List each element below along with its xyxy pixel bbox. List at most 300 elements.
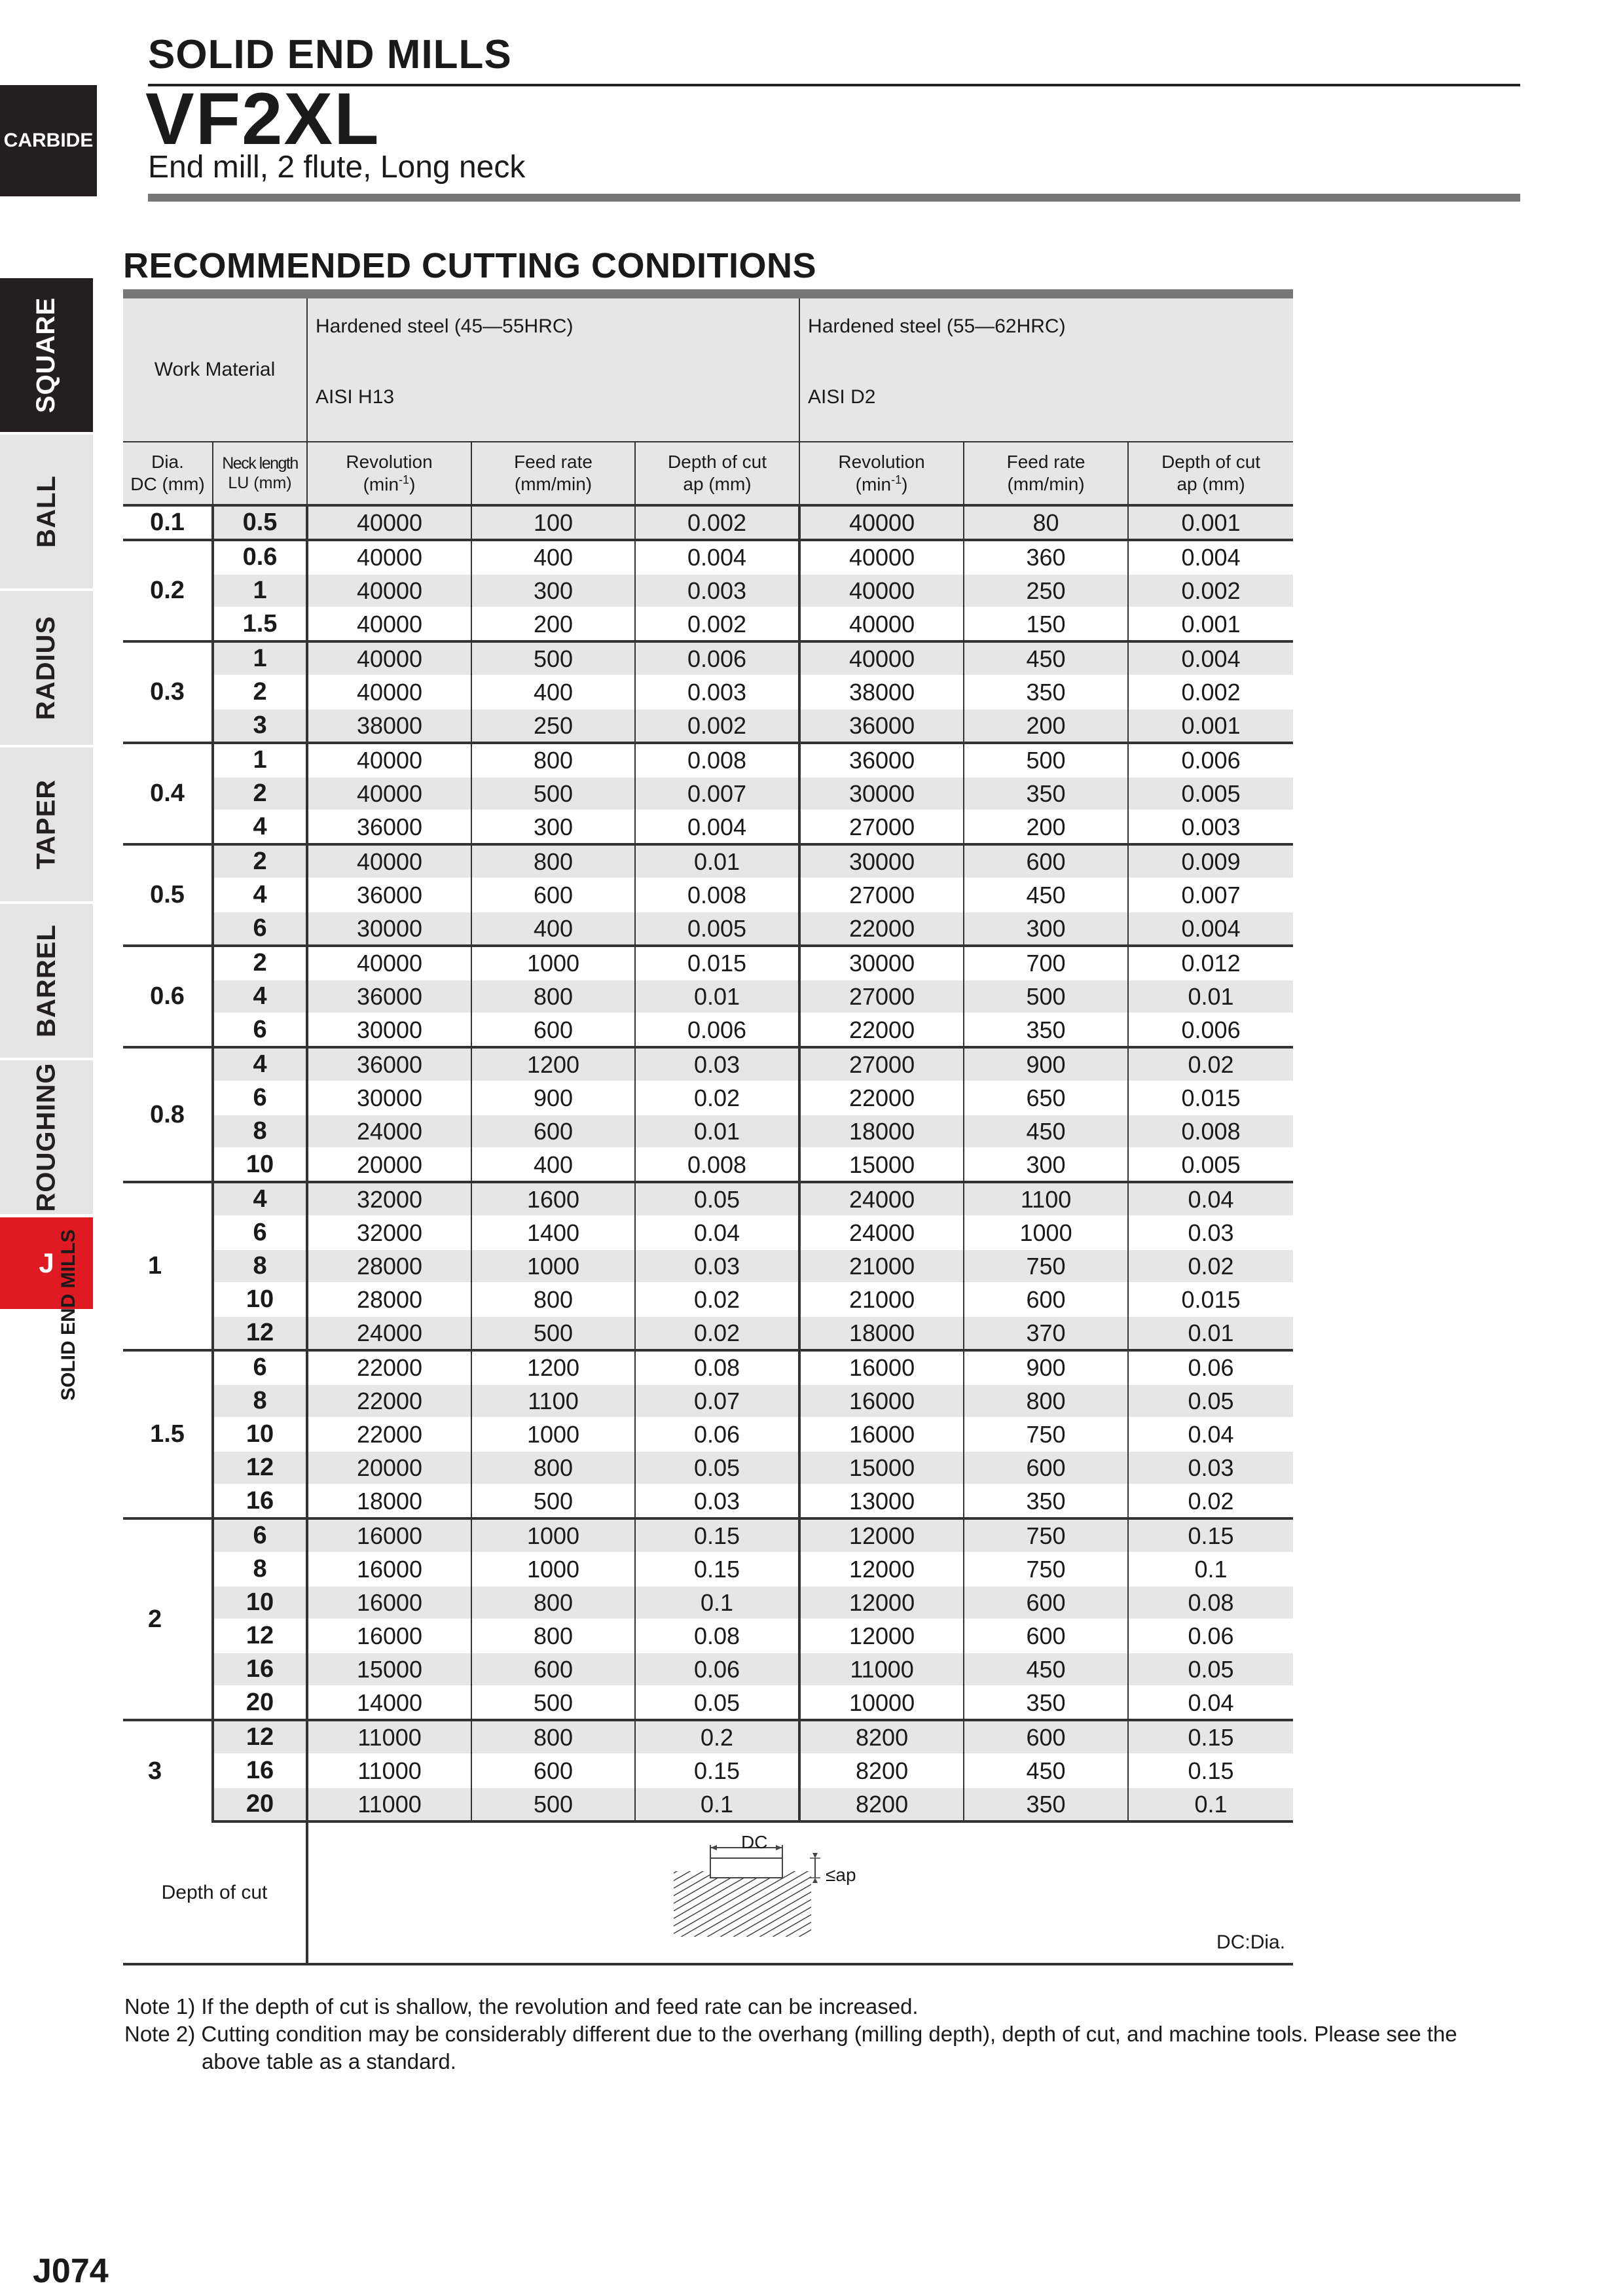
revolution-cell: 15000 [799, 1148, 964, 1182]
dia-header: Dia. DC (mm) [123, 442, 213, 505]
revolution-cell: 24000 [799, 1182, 964, 1216]
feed-rate-cell: 350 [964, 1484, 1128, 1518]
feed-rate-cell: 400 [471, 540, 635, 574]
depth-cell: 0.05 [1128, 1653, 1293, 1686]
depth-cell: 0.08 [635, 1350, 799, 1384]
table-row [123, 777, 1293, 810]
depth-cell: 0.01 [635, 844, 799, 878]
table-row [123, 1619, 1293, 1653]
feed-rate-cell: 800 [471, 743, 635, 777]
feed-rate-cell: 360 [964, 540, 1128, 574]
feed-rate-cell: 200 [964, 709, 1128, 743]
feed-rate-cell: 300 [964, 912, 1128, 946]
dia-cell: 0.3 [123, 641, 213, 743]
revolution-cell: 12000 [799, 1586, 964, 1619]
table-row [123, 912, 1293, 946]
revolution-cell: 16000 [307, 1586, 471, 1619]
revolution-cell: 8200 [799, 1754, 964, 1787]
dia-cell: 1.5 [123, 1350, 213, 1518]
depth-cell: 0.05 [635, 1686, 799, 1720]
table-row [123, 878, 1293, 912]
revolution-cell: 12000 [799, 1552, 964, 1586]
revolution-cell: 18000 [307, 1484, 471, 1518]
table-row [123, 709, 1293, 743]
feed-rate-cell: 80 [964, 505, 1128, 540]
cutting-conditions-table [123, 298, 1293, 1965]
neck-length-cell: 20 [213, 1686, 307, 1720]
sidebar-tab-j-active[interactable]: J [0, 1217, 93, 1309]
sidebar-section-label: SOLID END MILLS [58, 1229, 79, 1401]
revolution-cell: 30000 [307, 1081, 471, 1115]
depth-cell: 0.2 [635, 1720, 799, 1754]
material-2-header [799, 298, 1293, 442]
depth-cell: 0.015 [1128, 1081, 1293, 1115]
feed-rate-cell: 800 [471, 1619, 635, 1653]
table-row [123, 1518, 1293, 1552]
depth-cell: 0.004 [1128, 540, 1293, 574]
depth-cell: 0.015 [1128, 1283, 1293, 1316]
model-subtitle: End mill, 2 flute, Long neck [148, 150, 526, 185]
note-2-continued: above table as a standard. [202, 2049, 456, 2073]
depth-cell: 0.04 [1128, 1686, 1293, 1720]
depth-of-cut-figure [307, 1821, 1293, 1964]
neck-length-cell: 6 [213, 1216, 307, 1249]
revolution-cell: 40000 [307, 675, 471, 709]
feed-rate-cell: 450 [964, 1754, 1128, 1787]
revolution-cell: 16000 [307, 1619, 471, 1653]
feed-rate-cell: 600 [964, 1619, 1128, 1653]
dia-cell: 0.2 [123, 540, 213, 641]
neck-length-cell: 2 [213, 675, 307, 709]
depth-cell: 0.006 [635, 641, 799, 675]
revolution-cell: 38000 [307, 709, 471, 743]
depth-cell: 0.003 [1128, 810, 1293, 844]
sidebar-tab-ball[interactable]: BALL [0, 435, 93, 588]
depth-cell: 0.01 [1128, 980, 1293, 1013]
neck-length-cell: 1.5 [213, 607, 307, 641]
depth-cell: 0.15 [635, 1552, 799, 1586]
depth-cell: 0.02 [635, 1283, 799, 1316]
neck-length-cell: 16 [213, 1484, 307, 1518]
neck-length-cell: 6 [213, 1081, 307, 1115]
feed-rate-cell: 800 [471, 1586, 635, 1619]
table-row [123, 946, 1293, 980]
depth-cell: 0.003 [635, 675, 799, 709]
neck-length-cell: 4 [213, 980, 307, 1013]
table-row [123, 1182, 1293, 1216]
revolution-cell: 40000 [799, 607, 964, 641]
revolution-cell: 21000 [799, 1283, 964, 1316]
feed-rate-cell: 1000 [471, 1552, 635, 1586]
depth-cell: 0.004 [1128, 912, 1293, 946]
table-row [123, 1451, 1293, 1484]
feed-rate-cell: 450 [964, 641, 1128, 675]
neck-length-cell: 8 [213, 1249, 307, 1283]
depth-cell: 0.05 [635, 1451, 799, 1484]
depth-cell: 0.006 [1128, 1013, 1293, 1047]
header-bar [148, 194, 1520, 202]
category-title: SOLID END MILLS [148, 32, 512, 77]
depth-cell: 0.08 [635, 1619, 799, 1653]
feed-rate-cell: 600 [471, 1115, 635, 1148]
table-row [123, 1686, 1293, 1720]
table-row [123, 1754, 1293, 1787]
dia-cell: 0.8 [123, 1047, 213, 1182]
revolution-cell: 40000 [307, 946, 471, 980]
revolution-cell: 40000 [799, 540, 964, 574]
feed-rate-cell: 600 [964, 1451, 1128, 1484]
neck-length-cell: 6 [213, 1013, 307, 1047]
depth-cell: 0.15 [1128, 1754, 1293, 1787]
revolution-header-2: Revolution $(\min^{-1})$ [799, 442, 964, 505]
depth-cell: 0.15 [635, 1518, 799, 1552]
material-1-name: Hardened steel (45—55HRC) [316, 315, 574, 337]
depth-cell: 0.03 [1128, 1216, 1293, 1249]
sidebar-tab-taper[interactable]: TAPER [0, 747, 93, 901]
dia-cell: 0.4 [123, 743, 213, 844]
revolution-cell: 22000 [799, 912, 964, 946]
feed-rate-cell: 1000 [471, 946, 635, 980]
revolution-cell: 27000 [799, 878, 964, 912]
feed-rate-cell: 750 [964, 1552, 1128, 1586]
neck-length-cell: 6 [213, 1518, 307, 1552]
revolution-cell: 40000 [799, 641, 964, 675]
neck-length-cell: 16 [213, 1754, 307, 1787]
neck-length-header: Neck length LU (mm) [213, 442, 307, 505]
depth-cell: 0.008 [635, 743, 799, 777]
feed-rate-cell: 500 [471, 777, 635, 810]
revolution-cell: 28000 [307, 1283, 471, 1316]
feed-rate-cell: 900 [964, 1047, 1128, 1081]
feed-rate-cell: 400 [471, 912, 635, 946]
table-row [123, 1316, 1293, 1350]
revolution-cell: 32000 [307, 1216, 471, 1249]
neck-length-cell: 12 [213, 1720, 307, 1754]
table-row [123, 980, 1293, 1013]
depth-cell: 0.009 [1128, 844, 1293, 878]
feed-rate-cell: 500 [471, 1787, 635, 1821]
feed-rate-cell: 200 [964, 810, 1128, 844]
revolution-cell: 8200 [799, 1720, 964, 1754]
neck-length-cell: 6 [213, 1350, 307, 1384]
revolution-cell: 36000 [307, 1047, 471, 1081]
feed-rate-cell: 800 [964, 1384, 1128, 1418]
revolution-cell: 16000 [799, 1384, 964, 1418]
neck-length-cell: 10 [213, 1283, 307, 1316]
table-row [123, 675, 1293, 709]
ap-diagram-label: ≤ap [826, 1865, 856, 1885]
depth-cell: 0.004 [1128, 641, 1293, 675]
neck-length-cell: 0.5 [213, 505, 307, 540]
feed-rate-cell: 300 [964, 1148, 1128, 1182]
revolution-cell: 36000 [307, 878, 471, 912]
feed-rate-cell: 350 [964, 1686, 1128, 1720]
feed-rate-cell: 450 [964, 878, 1128, 912]
material-2-name: Hardened steel (55—62HRC) [808, 315, 1066, 337]
neck-length-cell: 4 [213, 810, 307, 844]
neck-length-cell: 0.6 [213, 540, 307, 574]
feed-rate-cell: 800 [471, 980, 635, 1013]
revolution-cell: 24000 [799, 1216, 964, 1249]
table-row [123, 1484, 1293, 1518]
neck-length-cell: 20 [213, 1787, 307, 1821]
feed-rate-cell: 500 [471, 1484, 635, 1518]
dia-cell: 2 [123, 1518, 213, 1720]
depth-cell: 0.04 [635, 1216, 799, 1249]
revolution-cell: 14000 [307, 1686, 471, 1720]
feed-rate-cell: 450 [964, 1115, 1128, 1148]
table-row [123, 505, 1293, 540]
revolution-cell: 30000 [799, 777, 964, 810]
revolution-cell: 40000 [307, 505, 471, 540]
depth-cell: 0.002 [1128, 675, 1293, 709]
depth-cell: 0.007 [635, 777, 799, 810]
feed-rate-cell: 500 [471, 1686, 635, 1720]
neck-length-cell: 2 [213, 777, 307, 810]
depth-cell: 0.002 [635, 505, 799, 540]
depth-cell: 0.15 [635, 1754, 799, 1787]
feed-rate-cell: 350 [964, 675, 1128, 709]
revolution-cell: 16000 [307, 1518, 471, 1552]
feed-rate-cell: 500 [964, 980, 1128, 1013]
feed-rate-cell: 600 [471, 878, 635, 912]
depth-header-2: Depth of cut ap (mm) [1128, 442, 1293, 505]
depth-cell: 0.1 [1128, 1787, 1293, 1821]
revolution-cell: 16000 [307, 1552, 471, 1586]
sidebar-tab-radius[interactable]: RADIUS [0, 591, 93, 745]
neck-length-cell: 12 [213, 1451, 307, 1484]
revolution-cell: 27000 [799, 810, 964, 844]
feed-rate-cell: 350 [964, 1013, 1128, 1047]
feed-rate-cell: 250 [471, 709, 635, 743]
feed-rate-cell: 800 [471, 1720, 635, 1754]
table-row [123, 844, 1293, 878]
dc-dia-note: DC:Dia. [1216, 1931, 1286, 1953]
table-row [123, 1653, 1293, 1686]
depth-cell: 0.005 [1128, 1148, 1293, 1182]
depth-cell: 0.002 [1128, 574, 1293, 607]
neck-length-cell: 2 [213, 844, 307, 878]
table-row [123, 1384, 1293, 1418]
feed-rate-cell: 300 [471, 574, 635, 607]
neck-length-cell: 1 [213, 743, 307, 777]
revolution-cell: 11000 [307, 1787, 471, 1821]
revolution-cell: 11000 [799, 1653, 964, 1686]
revolution-cell: 32000 [307, 1182, 471, 1216]
feed-rate-cell: 1600 [471, 1182, 635, 1216]
depth-cell: 0.15 [1128, 1720, 1293, 1754]
depth-cell: 0.02 [1128, 1249, 1293, 1283]
table-row [123, 1720, 1293, 1754]
depth-cell: 0.001 [1128, 709, 1293, 743]
depth-cell: 0.01 [1128, 1316, 1293, 1350]
dia-cell: 0.5 [123, 844, 213, 946]
feed-rate-cell: 900 [471, 1081, 635, 1115]
depth-cell: 0.007 [1128, 878, 1293, 912]
feed-rate-cell: 400 [471, 675, 635, 709]
feed-rate-cell: 300 [471, 810, 635, 844]
revolution-cell: 36000 [799, 743, 964, 777]
neck-length-cell: 1 [213, 641, 307, 675]
feed-rate-header-2: Feed rate (mm/min) [964, 442, 1128, 505]
depth-header-1: Depth of cut ap (mm) [635, 442, 799, 505]
material-header-row [123, 298, 1293, 442]
feed-rate-cell: 800 [471, 844, 635, 878]
revolution-cell: 21000 [799, 1249, 964, 1283]
neck-length-cell: 1 [213, 574, 307, 607]
neck-length-cell: 10 [213, 1148, 307, 1182]
revolution-cell: 30000 [307, 1013, 471, 1047]
feed-rate-cell: 600 [471, 1013, 635, 1047]
feed-rate-cell: 1200 [471, 1350, 635, 1384]
neck-length-cell: 8 [213, 1384, 307, 1418]
revolution-cell: 15000 [799, 1451, 964, 1484]
depth-cell: 0.015 [635, 946, 799, 980]
feed-rate-cell: 800 [471, 1451, 635, 1484]
feed-rate-cell: 1400 [471, 1216, 635, 1249]
depth-cell: 0.1 [1128, 1552, 1293, 1586]
depth-cell: 0.006 [1128, 743, 1293, 777]
neck-length-cell: 8 [213, 1552, 307, 1586]
table-row [123, 1350, 1293, 1384]
table-row [123, 1586, 1293, 1619]
neck-length-cell: 6 [213, 912, 307, 946]
depth-cell: 0.07 [635, 1384, 799, 1418]
depth-of-cut-row [123, 1821, 1293, 1964]
table-row [123, 1216, 1293, 1249]
depth-cell: 0.02 [1128, 1484, 1293, 1518]
neck-length-cell: 4 [213, 1182, 307, 1216]
revolution-cell: 40000 [307, 844, 471, 878]
table-row [123, 607, 1293, 641]
feed-rate-cell: 370 [964, 1316, 1128, 1350]
depth-cell: 0.1 [635, 1787, 799, 1821]
revolution-cell: 10000 [799, 1686, 964, 1720]
depth-cell: 0.02 [635, 1316, 799, 1350]
sidebar-tab-barrel[interactable]: BARREL [0, 904, 93, 1058]
sidebar-tab-roughing[interactable]: ROUGHING [0, 1060, 93, 1214]
revolution-cell: 24000 [307, 1115, 471, 1148]
depth-cell: 0.006 [635, 1013, 799, 1047]
table-row [123, 1148, 1293, 1182]
revolution-cell: 20000 [307, 1148, 471, 1182]
revolution-cell: 16000 [799, 1350, 964, 1384]
table-row [123, 1047, 1293, 1081]
table-row [123, 1787, 1293, 1821]
model-title: VF2XL [145, 78, 380, 160]
depth-cell: 0.005 [635, 912, 799, 946]
feed-rate-cell: 200 [471, 607, 635, 641]
revolution-cell: 24000 [307, 1316, 471, 1350]
neck-length-cell: 8 [213, 1115, 307, 1148]
revolution-cell: 36000 [799, 709, 964, 743]
sidebar-tab-square[interactable]: SQUARE [0, 278, 93, 432]
depth-cell: 0.03 [635, 1484, 799, 1518]
feed-rate-cell: 600 [964, 1586, 1128, 1619]
dc-diagram-label: DC [741, 1832, 768, 1852]
feed-rate-cell: 600 [471, 1653, 635, 1686]
feed-rate-cell: 750 [964, 1249, 1128, 1283]
column-header-row [123, 442, 1293, 505]
revolution-cell: 18000 [799, 1316, 964, 1350]
revolution-cell: 36000 [307, 980, 471, 1013]
feed-rate-cell: 700 [964, 946, 1128, 980]
feed-rate-cell: 750 [964, 1518, 1128, 1552]
feed-rate-cell: 500 [471, 1316, 635, 1350]
revolution-cell: 40000 [799, 505, 964, 540]
depth-cell: 0.001 [1128, 505, 1293, 540]
revolution-cell: 30000 [307, 912, 471, 946]
material-1-header [307, 298, 799, 442]
feed-rate-cell: 1200 [471, 1047, 635, 1081]
material-1-standard: AISI H13 [316, 386, 395, 408]
depth-cell: 0.008 [635, 878, 799, 912]
revolution-cell: 22000 [799, 1013, 964, 1047]
depth-cell: 0.05 [1128, 1384, 1293, 1418]
feed-rate-cell: 350 [964, 777, 1128, 810]
revolution-cell: 38000 [799, 675, 964, 709]
depth-cell: 0.008 [1128, 1115, 1293, 1148]
page-number: J074 [33, 2252, 109, 2290]
table-top-bar [123, 289, 1293, 298]
revolution-cell: 36000 [307, 810, 471, 844]
depth-cell: 0.004 [635, 540, 799, 574]
neck-length-cell: 12 [213, 1316, 307, 1350]
depth-cell: 0.06 [635, 1418, 799, 1451]
revolution-cell: 40000 [307, 641, 471, 675]
depth-cell: 0.04 [1128, 1418, 1293, 1451]
neck-length-cell: 4 [213, 878, 307, 912]
depth-cell: 0.005 [1128, 777, 1293, 810]
table-row [123, 1283, 1293, 1316]
revolution-cell: 18000 [799, 1115, 964, 1148]
revolution-cell: 20000 [307, 1451, 471, 1484]
feed-rate-cell: 600 [471, 1754, 635, 1787]
feed-rate-cell: 900 [964, 1350, 1128, 1384]
revolution-cell: 30000 [799, 946, 964, 980]
revolution-cell: 27000 [799, 980, 964, 1013]
note-1: Note 1) If the depth of cut is shallow, the revolution and feed rate can be increased. [124, 1994, 919, 2018]
depth-cell: 0.04 [1128, 1182, 1293, 1216]
revolution-cell: 11000 [307, 1754, 471, 1787]
table-row [123, 1013, 1293, 1047]
table-row [123, 641, 1293, 675]
revolution-cell: 15000 [307, 1653, 471, 1686]
depth-cell: 0.03 [635, 1249, 799, 1283]
depth-cell: 0.06 [1128, 1350, 1293, 1384]
revolution-cell: 40000 [307, 777, 471, 810]
depth-cell: 0.004 [635, 810, 799, 844]
revolution-cell: 8200 [799, 1787, 964, 1821]
depth-cell: 0.01 [635, 980, 799, 1013]
feed-rate-cell: 600 [964, 1283, 1128, 1316]
carbide-tab: CARBIDE [0, 85, 97, 196]
revolution-header-1: Revolution $(\min^{-1})$ [307, 442, 471, 505]
revolution-cell: 30000 [799, 844, 964, 878]
feed-rate-cell: 400 [471, 1148, 635, 1182]
feed-rate-cell: 1000 [471, 1418, 635, 1451]
depth-cell: 0.08 [1128, 1586, 1293, 1619]
depth-cell: 0.008 [635, 1148, 799, 1182]
table-row [123, 1552, 1293, 1586]
neck-length-cell: 10 [213, 1586, 307, 1619]
revolution-cell: 22000 [307, 1350, 471, 1384]
revolution-cell: 12000 [799, 1518, 964, 1552]
feed-rate-cell: 250 [964, 574, 1128, 607]
table-row [123, 1249, 1293, 1283]
depth-cell: 0.001 [1128, 607, 1293, 641]
feed-rate-cell: 100 [471, 505, 635, 540]
